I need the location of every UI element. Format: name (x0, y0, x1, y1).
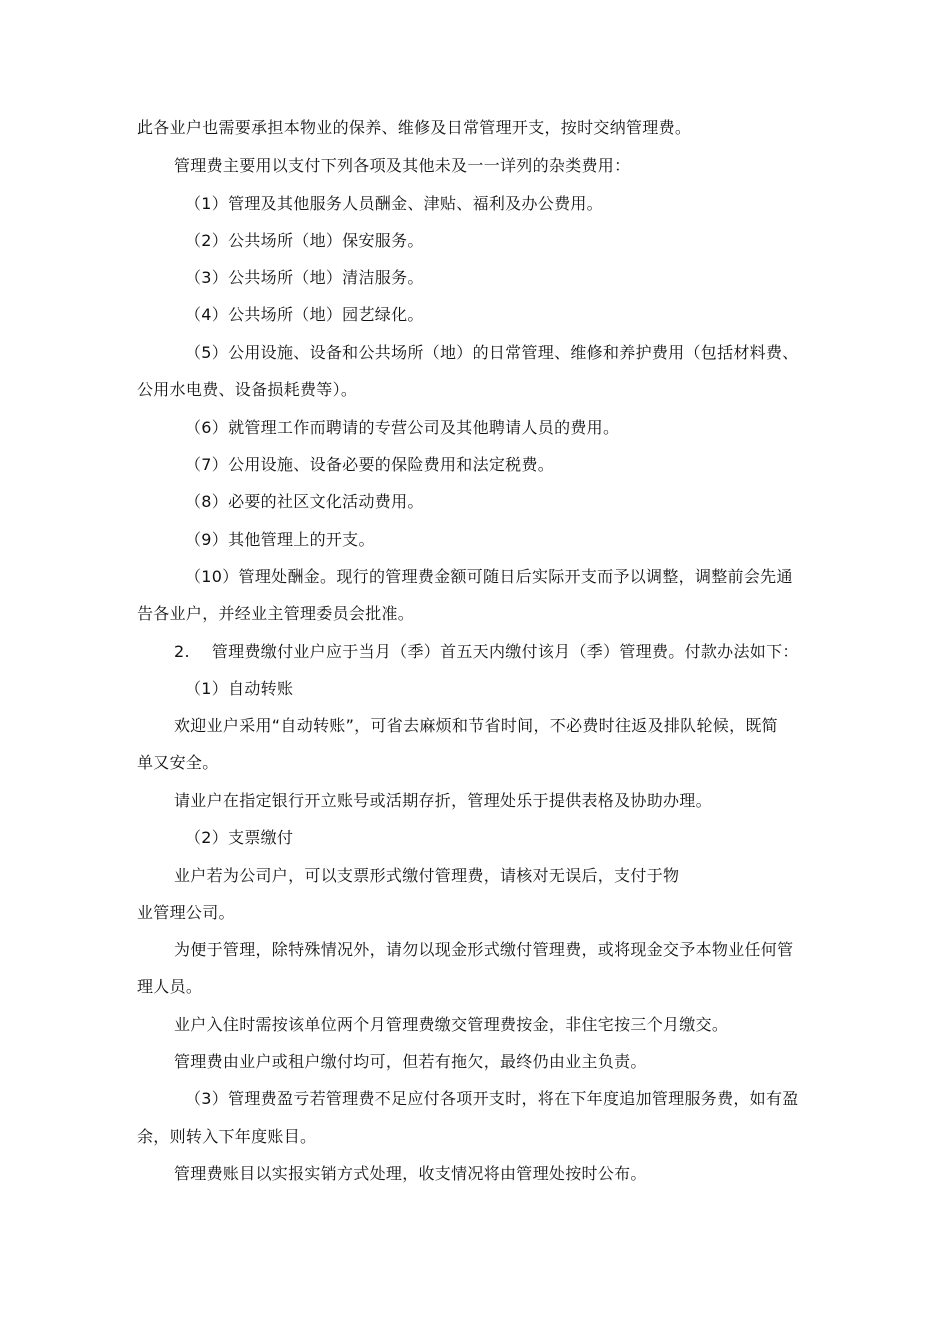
text-line: 为便于管理，除特殊情况外，请勿以现金形式缴付管理费，或将现金交予本物业任何管 (174, 940, 794, 959)
list-item: （8）必要的社区文化活动费用。 (185, 492, 424, 511)
section-text: 管理费缴付业户应于当月（季）首五天内缴付该月（季）管理费。付款办法如下： (211, 642, 799, 661)
list-item: （9）其他管理上的开支。 (185, 530, 375, 549)
list-item: （2）支票缴付 (185, 828, 294, 847)
text-line: 管理费由业户或租户缴付均可，但若有拖欠，最终仍由业主负责。 (174, 1052, 647, 1071)
section-number: 2. (174, 642, 190, 661)
list-item: （5）公用设施、设备和公共场所（地）的日常管理、维修和养护费用（包括材料费、 (185, 343, 799, 362)
text-line: 业户入住时需按该单位两个月管理费缴交管理费按金，非住宅按三个月缴交。 (174, 1015, 729, 1034)
list-item: （1）管理及其他服务人员酬金、津贴、福利及办公费用。 (185, 194, 603, 213)
text-line: 业管理公司。 (137, 903, 235, 922)
text-line: 管理费账目以实报实销方式处理，收支情况将由管理处按时公布。 (174, 1164, 647, 1183)
list-item: （4）公共场所（地）园艺绿化。 (185, 305, 424, 324)
text-line: 此各业户也需要承担本物业的保养、维修及日常管理开支，按时交纳管理费。 (137, 118, 692, 137)
section-heading (174, 642, 799, 662)
list-item: （3）公共场所（地）清洁服务。 (185, 268, 424, 287)
list-item: （10）管理处酬金。现行的管理费金额可随日后实际开支而予以调整，调整前会先通 (185, 567, 793, 586)
text-line: 管理费主要用以支付下列各项及其他未及一一详列的杂类费用： (174, 156, 631, 175)
text-line: 告各业户，并经业主管理委员会批准。 (137, 604, 415, 623)
list-item: （6）就管理工作而聘请的专营公司及其他聘请人员的费用。 (185, 418, 620, 437)
list-item: （1）自动转账 (185, 679, 294, 698)
text-line: 单又安全。 (137, 753, 219, 772)
text-line: 欢迎业户采用“自动转账”，可省去麻烦和节省时间，不必费时往返及排队轮候，既简 (174, 716, 778, 735)
text-line: 请业户在指定银行开立账号或活期存折，管理处乐于提供表格及协助办理。 (174, 791, 712, 810)
list-item: （7）公用设施、设备必要的保险费用和法定税费。 (185, 455, 555, 474)
text-line: 业户若为公司户，可以支票形式缴付管理费，请核对无误后，支付于物 (174, 866, 680, 885)
list-item: （3）管理费盈亏若管理费不足应付各项开支时，将在下年度追加管理服务费，如有盈 (185, 1089, 799, 1108)
text-line: 公用水电费、设备损耗费等）。 (137, 380, 358, 399)
text-line: 理人员。 (137, 977, 203, 996)
text-line: 余，则转入下年度账目。 (137, 1127, 317, 1146)
list-item: （2）公共场所（地）保安服务。 (185, 231, 424, 250)
